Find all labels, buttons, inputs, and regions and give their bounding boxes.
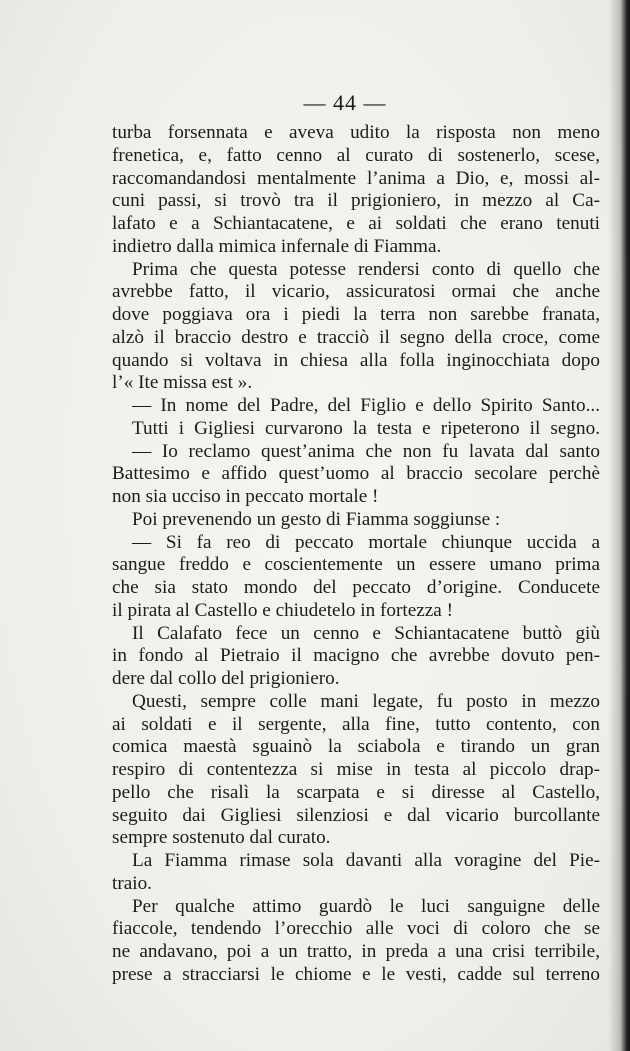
text-line: che sia stato mondo del peccato d’origine. Conducete xyxy=(112,577,600,598)
text-line: Il Calafato fece un cenno e Schiantacatene buttò giù xyxy=(132,622,600,644)
text-line: Per qualche attimo guardò le luci sanguigne delle xyxy=(132,895,600,917)
page-edge-shadow xyxy=(608,0,630,1051)
text-line: turba forsennata e aveva udito la risposta non meno xyxy=(112,122,600,143)
text-line: frenetica, e, fatto cenno al curato di sostenerlo, scese, xyxy=(112,144,600,166)
text-line: Battesimo e affido quest’uomo al braccio secolare perchè xyxy=(112,463,600,485)
text-line: dove poggiava ora i piedi la terra non sarebbe franata, xyxy=(112,304,600,325)
page-number: — 44 — xyxy=(303,90,387,115)
text-line: traio. xyxy=(112,872,152,894)
text-line: Prima che questa potesse rendersi conto di quello che xyxy=(132,258,600,280)
text-line: indietro dalla mimica infernale di Fiamma. xyxy=(112,235,442,257)
text-line: prese a stracciarsi le chiome e le vesti, cadde sul terreno xyxy=(112,963,600,985)
text-line: l’« Ite missa est ». xyxy=(112,372,253,394)
text-line: — In nome del Padre, del Figlio e dello Spirito Santo... xyxy=(132,395,600,416)
text-line: quando si voltava in chiesa alla folla inginocchiata dopo xyxy=(112,349,600,371)
text-line: raccomandandosi mentalmente l’anima a Dio, e, mossi al- xyxy=(112,167,600,189)
text-line: ne andavano, poi a un tratto, in preda a una crisi terribile, xyxy=(112,941,600,962)
text-line: La Fiamma rimase sola davanti alla voragine del Pie- xyxy=(132,850,600,871)
text-line: cuni passi, si trovò tra il prigioniero, in mezzo al Ca- xyxy=(112,190,600,212)
text-line: pello che risalì la scarpata e si diresse al Castello, xyxy=(112,781,600,803)
text-line: comica maestà sguainò la sciabola e tirando un gran xyxy=(112,736,600,758)
text-line: seguito dai Gigliesi silenziosi e dal vicario burcollante xyxy=(112,804,600,826)
text-line: Tutti i Gigliesi curvarono la testa e ripeterono il segno. xyxy=(132,417,600,439)
text-line: sempre sostenuto dal curato. xyxy=(112,827,331,849)
text-line: il pirata al Castello e chiudetelo in fortezza ! xyxy=(112,599,453,621)
text-line: ai soldati e il sergente, alla fine, tutto contento, con xyxy=(112,713,600,735)
text-line: in fondo al Pietraio il macigno che avrebbe dovuto pen- xyxy=(112,645,600,667)
text-line: respiro di contentezza si mise in testa al piccolo drap- xyxy=(112,759,600,780)
text-line: sangue freddo e coscientemente un essere umano prima xyxy=(112,554,600,576)
body-text xyxy=(112,122,600,987)
text-line: — Si fa reo di peccato mortale chiunque uccida a xyxy=(132,531,600,553)
text-line: fiaccole, tendendo l’orecchio alle voci di coloro che se xyxy=(112,918,600,940)
text-line: non sia ucciso in peccato mortale ! xyxy=(112,486,379,507)
text-line: avrebbe fatto, il vicario, assicuratosi ormai che anche xyxy=(112,281,600,303)
text-line: — Io reclamo quest’anima che non fu lavata dal santo xyxy=(132,440,600,462)
text-line: lafato e a Schiantacatene, e ai soldati che erano tenuti xyxy=(112,213,600,234)
text-line: Poi prevenendo un gesto di Fiamma soggiunse : xyxy=(132,508,501,530)
text-line: Questi, sempre colle mani legate, fu posto in mezzo xyxy=(132,690,600,712)
text-line: dere dal collo del prigioniero. xyxy=(112,668,340,689)
text-line: alzò il braccio destro e tracciò il segno della croce, come xyxy=(112,326,600,348)
